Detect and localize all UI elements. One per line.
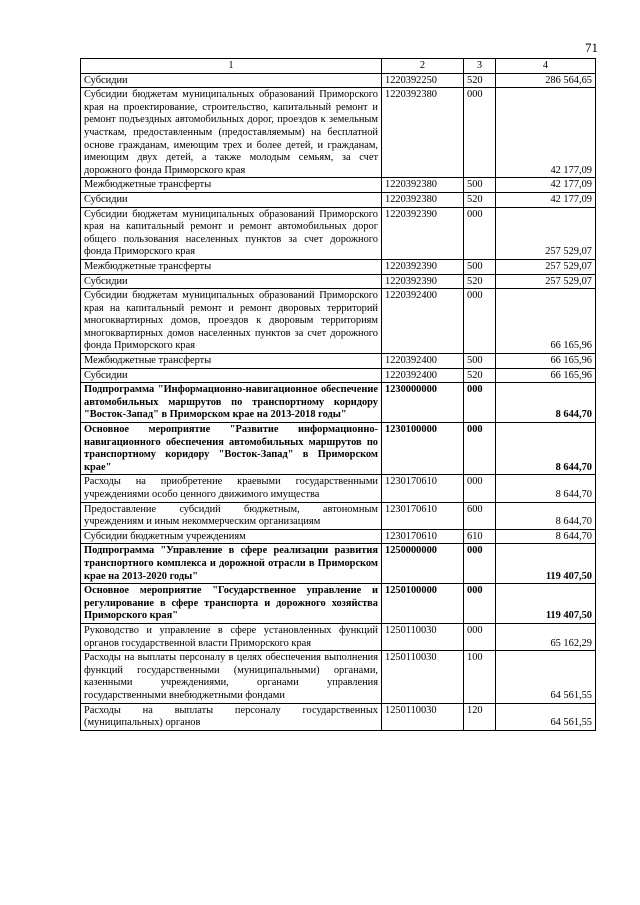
row-code: 1220392390	[382, 274, 464, 289]
row-amount: 257 529,07	[496, 274, 596, 289]
row-amount: 8 644,70	[496, 475, 596, 502]
row-amount: 66 165,96	[496, 368, 596, 383]
row-expense-type: 600	[464, 502, 496, 529]
budget-table	[80, 58, 596, 731]
table-row	[81, 475, 596, 502]
table-row	[81, 368, 596, 383]
header-col-3: 3	[464, 59, 496, 74]
row-code: 1220392400	[382, 289, 464, 354]
row-expense-type: 000	[464, 207, 496, 259]
row-code: 1220392400	[382, 354, 464, 369]
table-header-row	[81, 59, 596, 74]
row-name: Субсидии бюджетам муниципальных образований Приморского края на капитальный ремонт и ремонт дворовых территорий многоквартирных домов, проездов к дворовым территориям многоквартирных домов населенных пунктов за счет дорожного фонда Приморского края	[81, 289, 382, 354]
row-code: 1220392250	[382, 73, 464, 88]
table-row	[81, 73, 596, 88]
row-name: Субсидии	[81, 73, 382, 88]
table-row	[81, 88, 596, 178]
row-name: Руководство и управление в сфере установленных функций органов государственной власти Приморского края	[81, 623, 382, 650]
row-code: 1230170610	[382, 502, 464, 529]
row-amount: 119 407,50	[496, 544, 596, 584]
table-row	[81, 584, 596, 624]
row-expense-type: 520	[464, 73, 496, 88]
row-expense-type: 000	[464, 423, 496, 475]
row-amount: 8 644,70	[496, 383, 596, 423]
row-expense-type: 500	[464, 259, 496, 274]
row-code: 1220392390	[382, 259, 464, 274]
row-expense-type: 500	[464, 354, 496, 369]
row-expense-type: 000	[464, 475, 496, 502]
row-amount: 8 644,70	[496, 423, 596, 475]
row-name: Расходы на приобретение краевыми государственными учреждениями особо ценного движимого имущества	[81, 475, 382, 502]
row-name: Основное мероприятие "Государственное управление и регулирование в сфере транспорта и дорожного хозяйства Приморского края"	[81, 584, 382, 624]
row-amount: 42 177,09	[496, 192, 596, 207]
row-code: 1220392400	[382, 368, 464, 383]
row-name: Субсидии	[81, 192, 382, 207]
row-name: Субсидии бюджетным учреждениям	[81, 529, 382, 544]
row-name: Расходы на выплаты персоналу в целях обеспечения выполнения функций государственными (муниципальными) органами, казенными учреждениями, органами управления государственными внебюджетными фондами	[81, 651, 382, 703]
row-name: Основное мероприятие "Развитие информационно-навигационного обеспечения автомобильных маршрутов по транспортному коридору "Восток-Запад" в Приморском крае"	[81, 423, 382, 475]
table-row	[81, 383, 596, 423]
row-amount: 8 644,70	[496, 529, 596, 544]
row-amount: 65 162,29	[496, 623, 596, 650]
header-col-1: 1	[81, 59, 382, 74]
row-name: Межбюджетные трансферты	[81, 354, 382, 369]
row-amount: 257 529,07	[496, 207, 596, 259]
row-expense-type: 520	[464, 274, 496, 289]
row-name: Межбюджетные трансферты	[81, 259, 382, 274]
row-amount: 66 165,96	[496, 289, 596, 354]
table-row	[81, 544, 596, 584]
row-expense-type: 000	[464, 623, 496, 650]
row-name: Расходы на выплаты персоналу государственных (муниципальных) органов	[81, 703, 382, 730]
row-expense-type: 120	[464, 703, 496, 730]
row-code: 1220392380	[382, 178, 464, 193]
row-expense-type: 520	[464, 192, 496, 207]
table-row	[81, 703, 596, 730]
row-expense-type: 000	[464, 289, 496, 354]
table-row	[81, 502, 596, 529]
row-expense-type: 500	[464, 178, 496, 193]
table-row	[81, 623, 596, 650]
table-row	[81, 259, 596, 274]
row-code: 1250110030	[382, 623, 464, 650]
table-row	[81, 178, 596, 193]
row-code: 1230170610	[382, 475, 464, 502]
row-code: 1250110030	[382, 651, 464, 703]
row-code: 1220392380	[382, 88, 464, 178]
row-code: 1230100000	[382, 423, 464, 475]
row-amount: 257 529,07	[496, 259, 596, 274]
row-amount: 119 407,50	[496, 584, 596, 624]
row-expense-type: 100	[464, 651, 496, 703]
row-name: Подпрограмма "Информационно-навигационное обеспечение автомобильных маршрутов по транспортному коридору "Восток-Запад" в Приморском крае на 2013-2018 годы"	[81, 383, 382, 423]
row-name: Субсидии	[81, 274, 382, 289]
table-row	[81, 274, 596, 289]
row-code: 1220392390	[382, 207, 464, 259]
header-col-2: 2	[382, 59, 464, 74]
row-name: Субсидии	[81, 368, 382, 383]
row-code: 1230170610	[382, 529, 464, 544]
row-amount: 64 561,55	[496, 703, 596, 730]
row-name: Субсидии бюджетам муниципальных образований Приморского края на проектирование, строительство, капитальный ремонт и ремонт подъездных автомобильных дорог, проездов к земельным участкам, предоставленным (предоставляемым) на бесплатной основе гражданам, имеющим трех и более детей, и гражданам, имеющим двух детей, а также молодым семьям, за счет дорожного фонда Приморского края	[81, 88, 382, 178]
header-col-4: 4	[496, 59, 596, 74]
table-row	[81, 354, 596, 369]
row-name: Межбюджетные трансферты	[81, 178, 382, 193]
row-expense-type: 000	[464, 383, 496, 423]
row-amount: 66 165,96	[496, 354, 596, 369]
table-row	[81, 423, 596, 475]
row-expense-type: 000	[464, 584, 496, 624]
row-name: Подпрограмма "Управление в сфере реализации развития транспортного комплекса и дорожной отрасли в Приморском крае на 2013-2020 годы"	[81, 544, 382, 584]
table-row	[81, 651, 596, 703]
table-row	[81, 289, 596, 354]
table-row	[81, 207, 596, 259]
table-row	[81, 192, 596, 207]
row-expense-type: 520	[464, 368, 496, 383]
row-code: 1250000000	[382, 544, 464, 584]
row-amount: 42 177,09	[496, 178, 596, 193]
row-expense-type: 000	[464, 88, 496, 178]
row-expense-type: 000	[464, 544, 496, 584]
row-code: 1220392380	[382, 192, 464, 207]
row-code: 1250100000	[382, 584, 464, 624]
row-amount: 64 561,55	[496, 651, 596, 703]
row-name: Предоставление субсидий бюджетным, автономным учреждениям и иным некоммерческим организациям	[81, 502, 382, 529]
row-amount: 42 177,09	[496, 88, 596, 178]
row-code: 1250110030	[382, 703, 464, 730]
row-amount: 8 644,70	[496, 502, 596, 529]
row-code: 1230000000	[382, 383, 464, 423]
table-row	[81, 529, 596, 544]
page-number: 71	[585, 40, 598, 55]
row-expense-type: 610	[464, 529, 496, 544]
row-name: Субсидии бюджетам муниципальных образований Приморского края на капитальный ремонт и ремонт автомобильных дорог общего пользования населенных пунктов за счет дорожного фонда Приморского края	[81, 207, 382, 259]
row-amount: 286 564,65	[496, 73, 596, 88]
